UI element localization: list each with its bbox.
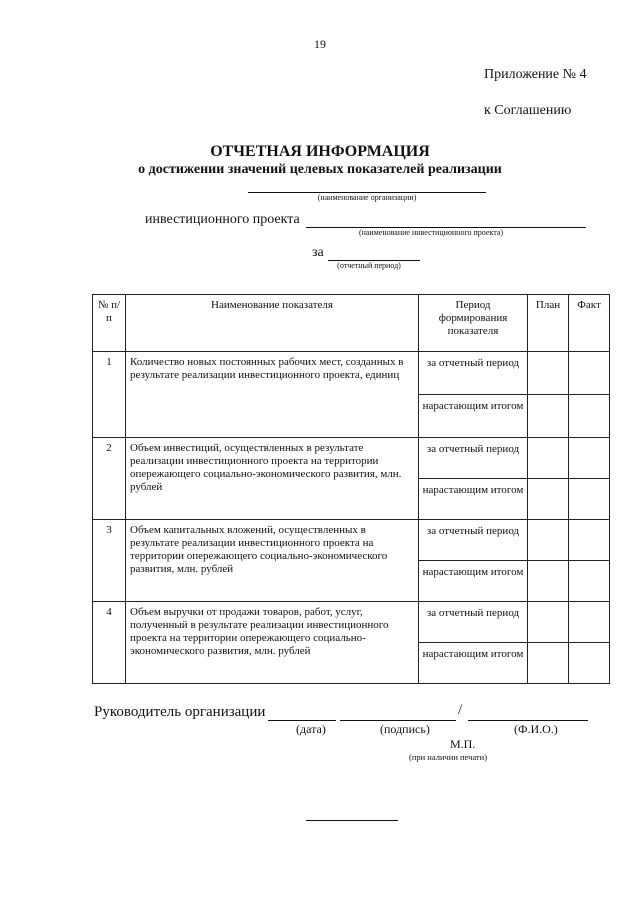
sign-line bbox=[340, 720, 456, 721]
row-number: 2 bbox=[93, 438, 126, 520]
page-number: 19 bbox=[314, 37, 326, 51]
table-row bbox=[93, 438, 610, 479]
period-caption: (отчетный период) bbox=[337, 261, 401, 270]
date-line bbox=[268, 720, 336, 721]
plan-cell[interactable] bbox=[528, 352, 569, 395]
stamp-label: М.П. bbox=[450, 737, 476, 751]
period-cumulative: нарастающим итогом bbox=[419, 395, 528, 438]
sign-caption: (подпись) bbox=[380, 722, 430, 736]
row-number: 3 bbox=[93, 520, 126, 602]
stamp-note: (при наличии печати) bbox=[409, 752, 488, 762]
signature-label: Руководитель организации bbox=[94, 704, 266, 720]
plan-cell[interactable] bbox=[528, 438, 569, 479]
header-no: № п/п bbox=[93, 295, 126, 352]
plan-cell[interactable] bbox=[528, 643, 569, 684]
row-number: 4 bbox=[93, 602, 126, 684]
fact-cell[interactable] bbox=[569, 561, 610, 602]
period-current: за отчетный период bbox=[419, 602, 528, 643]
header-period: Период формирования показателя bbox=[419, 295, 528, 352]
table-header-row bbox=[93, 295, 610, 352]
period-cumulative: нарастающим итогом bbox=[419, 479, 528, 520]
end-divider bbox=[306, 820, 398, 821]
plan-cell[interactable] bbox=[528, 395, 569, 438]
project-label: инвестиционного проекта bbox=[145, 212, 300, 227]
table-row bbox=[93, 602, 610, 643]
date-caption: (дата) bbox=[296, 722, 326, 736]
report-table bbox=[92, 294, 610, 684]
period-current: за отчетный период bbox=[419, 520, 528, 561]
fact-cell[interactable] bbox=[569, 352, 610, 395]
agreement-label: к Соглашению bbox=[484, 103, 572, 118]
project-name-caption: (наименование инвестиционного проекта) bbox=[358, 228, 504, 237]
indicator-name: Объем инвестиций, осуществленных в результате реализации инвестиционного проекта на территории опережающего социально-экономического развития, млн. рублей bbox=[126, 438, 419, 520]
indicator-name: Объем капитальных вложений, осуществленных в результате реализации инвестиционного проекта на территории опережающего социально-экономического развития, млн. рублей bbox=[126, 520, 419, 602]
fact-cell[interactable] bbox=[569, 520, 610, 561]
table-row bbox=[93, 520, 610, 561]
header-plan: План bbox=[528, 295, 569, 352]
appendix-label: Приложение № 4 bbox=[484, 67, 587, 82]
indicator-name: Объем выручки от продажи товаров, работ, услуг, полученный в результате реализации инвестиционного проекта на территории опережающего социально-экономического развития, млн. рублей bbox=[126, 602, 419, 684]
fio-line bbox=[468, 720, 588, 721]
document-subtitle: о достижении значений целевых показателей реализации bbox=[138, 162, 502, 177]
fact-cell[interactable] bbox=[569, 602, 610, 643]
signature-slash: / bbox=[458, 702, 463, 718]
plan-cell[interactable] bbox=[528, 520, 569, 561]
period-cumulative: нарастающим итогом bbox=[419, 643, 528, 684]
period-cumulative: нарастающим итогом bbox=[419, 561, 528, 602]
fio-caption: (Ф.И.О.) bbox=[514, 722, 558, 736]
fact-cell[interactable] bbox=[569, 395, 610, 438]
fact-cell[interactable] bbox=[569, 643, 610, 684]
fact-cell[interactable] bbox=[569, 479, 610, 520]
plan-cell[interactable] bbox=[528, 561, 569, 602]
fact-cell[interactable] bbox=[569, 438, 610, 479]
plan-cell[interactable] bbox=[528, 602, 569, 643]
header-name: Наименование показателя bbox=[126, 295, 419, 352]
period-label: за bbox=[312, 245, 324, 260]
period-current: за отчетный период bbox=[419, 438, 528, 479]
indicator-name: Количество новых постоянных рабочих мест, созданных в результате реализации инвестиционного проекта, единиц bbox=[126, 352, 419, 438]
row-number: 1 bbox=[93, 352, 126, 438]
plan-cell[interactable] bbox=[528, 479, 569, 520]
document-title: ОТЧЕТНАЯ ИНФОРМАЦИЯ bbox=[210, 143, 430, 160]
table-row bbox=[93, 352, 610, 395]
period-current: за отчетный период bbox=[419, 352, 528, 395]
org-name-caption: (наименование организации) bbox=[317, 193, 417, 202]
header-fact: Факт bbox=[569, 295, 610, 352]
